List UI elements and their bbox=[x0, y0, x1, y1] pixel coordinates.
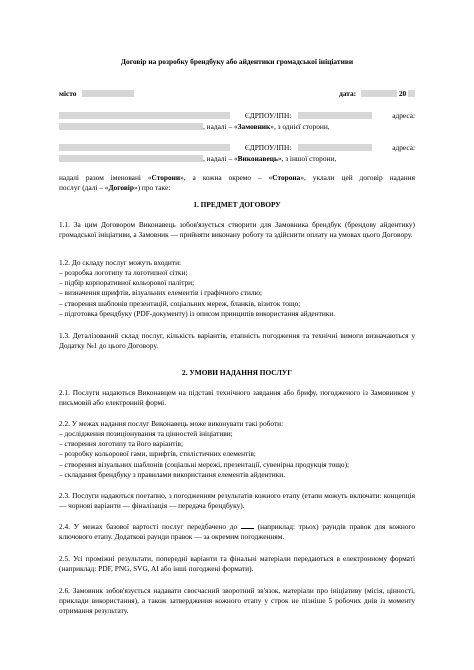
document-title: Договір на розробку брендбуку або айдентики громадської ініціативи bbox=[120, 57, 354, 66]
customer-suffix-pre: , надалі – « bbox=[203, 122, 238, 131]
section-1-heading: 1. ПРЕДМЕТ ДОГОВОРУ bbox=[193, 200, 281, 209]
customer-name-field[interactable] bbox=[59, 112, 230, 119]
together-line2-post: ») про таке: bbox=[133, 183, 171, 193]
executor-line-2 bbox=[59, 154, 415, 164]
clause-2-2-item: – дослідження позиціонування та цінностей ініціативи; bbox=[59, 429, 233, 439]
customer-edrpou-label: ЄДРПОУ/ІПН: bbox=[244, 111, 292, 120]
executor-role: Виконавець bbox=[237, 154, 278, 163]
together-pre: надалі разом іменовані « bbox=[59, 173, 152, 182]
clause-1-2 bbox=[59, 258, 415, 319]
together-parties: Сторони bbox=[151, 173, 181, 182]
city-field[interactable] bbox=[82, 90, 134, 97]
clause-2-2-intro: 2.2. У межах надання послуг Виконавець може виконувати такі роботи: bbox=[59, 419, 284, 428]
year-prefix: 20 bbox=[398, 89, 407, 98]
clause-1-2-item: – підбір корпоративної кольорової палітри; bbox=[59, 278, 195, 288]
customer-suffix-post: », з однієї сторони, bbox=[270, 122, 330, 131]
executor-suffix-post: », з іншої сторони, bbox=[277, 154, 337, 163]
executor-edrpou-field[interactable] bbox=[298, 144, 372, 151]
together-post: », уклали цей договір надання bbox=[300, 173, 415, 182]
date-label: дата: bbox=[339, 89, 357, 98]
clause-2-4-pre: 2.4. У межах базової вартості послуг передбачено до bbox=[59, 522, 241, 531]
executor-address-label: адреса: bbox=[392, 143, 415, 152]
clause-2-1: 2.1. Послуги надаються Виконавцем на підставі технічного завдання або брифу, погодженого із Замовником у письмовій або електронній формі. bbox=[59, 388, 415, 408]
clause-2-4-post: (наприклад: трьох) раундів правок для кожного ключового етапу. Додаткові раунди правок — за окремим погодженням. bbox=[59, 522, 415, 542]
executor-edrpou-label: ЄДРПОУ/ІПН: bbox=[244, 143, 292, 152]
executor-line-1 bbox=[59, 143, 415, 153]
section-2-heading: 2. УМОВИ НАДАННЯ ПОСЛУГ bbox=[182, 368, 292, 377]
clause-2-4 bbox=[59, 522, 415, 542]
date-group bbox=[339, 89, 415, 99]
clause-1-2-item: – створення шаблонів презентацій, соціальних мереж, бланків, візиток тощо; bbox=[59, 298, 301, 308]
year-field[interactable] bbox=[408, 90, 415, 97]
clause-2-2-item: – розробку кольорової гами, шрифтів, стилістичних елементів; bbox=[59, 449, 256, 459]
clause-2-3: 2.3. Послуги надаються поетапно, з погодженням результатів кожного етапу (етапи можуть включати: концепція — чорнові варіанти — фіналізація — передача брендбуку). bbox=[59, 491, 415, 511]
executor-address-field[interactable] bbox=[59, 155, 203, 162]
executor-suffix-pre: , надалі – « bbox=[203, 154, 238, 163]
together-mid: », а кожна окремо – « bbox=[180, 173, 273, 182]
rounds-count-field[interactable] bbox=[241, 522, 254, 529]
executor-name-field[interactable] bbox=[59, 144, 230, 151]
together-line2-pre: послуг (далі – « bbox=[59, 183, 109, 193]
clause-2-5: 2.5. Усі проміжні результати, попередні варіанти та фінальні матеріали передаються в електронному форматі (наприклад: PDF, PNG, SVG, AI або інші погоджені формати). bbox=[59, 554, 415, 574]
customer-line-2 bbox=[59, 122, 415, 132]
clause-2-6: 2.6. Замовник зобов'язується надавати своєчасний зворотний зв'язок, матеріали про ініціативу (місія, цінності, приклади використання), а також затвердження кожного етапу у строк не пізніше 5 робочих днів із моменту отримання результату. bbox=[59, 586, 415, 616]
date-field[interactable] bbox=[361, 90, 397, 97]
parties-together-paragraph bbox=[59, 173, 415, 193]
clause-2-2-item: – складання брендбуку з правилами використання елементів айдентики. bbox=[59, 469, 286, 479]
clause-2-2 bbox=[59, 419, 415, 480]
clause-2-2-item: – створення візуальних шаблонів (соціальні мережі, презентації, сувенірна продукція тощо); bbox=[59, 459, 350, 469]
customer-address-label: адреса: bbox=[392, 111, 415, 120]
city-date-line bbox=[59, 89, 415, 99]
clause-1-2-item: – розробка логотипу та логотипної сітки; bbox=[59, 268, 188, 278]
customer-edrpou-field[interactable] bbox=[298, 112, 372, 119]
clause-1-2-intro: 1.2. До складу послуг можуть входити: bbox=[59, 258, 182, 267]
clause-1-1: 1.1. За цим Договором Виконавець зобов'язується створити для Замовника брендбук (брендову айдентику) громадської ініціативи, а Замовник — прийняти виконану роботу та здійснити оплату на умовах цього Договору. bbox=[59, 220, 415, 240]
clause-1-2-item: – визначення шрифтів, візуальних елементів і графічного стилю; bbox=[59, 288, 263, 298]
clause-1-2-item: – підготовка брендбуку (PDF-документу) із описом принципів використання айдентики. bbox=[59, 308, 336, 318]
together-party: Сторона bbox=[272, 173, 301, 182]
clause-2-2-item: – створення логотипу та його варіантів; bbox=[59, 439, 184, 449]
city-label: місто bbox=[59, 89, 77, 98]
together-contract: Договір bbox=[108, 183, 134, 193]
customer-line-1 bbox=[59, 111, 415, 121]
clause-1-3: 1.3. Деталізований склад послуг, кількість варіантів, етапність погодження та технічні вимоги визначаються у Додатку №1 до цього Договору. bbox=[59, 331, 415, 351]
customer-address-field[interactable] bbox=[59, 123, 203, 130]
customer-role: Замовник bbox=[237, 122, 271, 131]
